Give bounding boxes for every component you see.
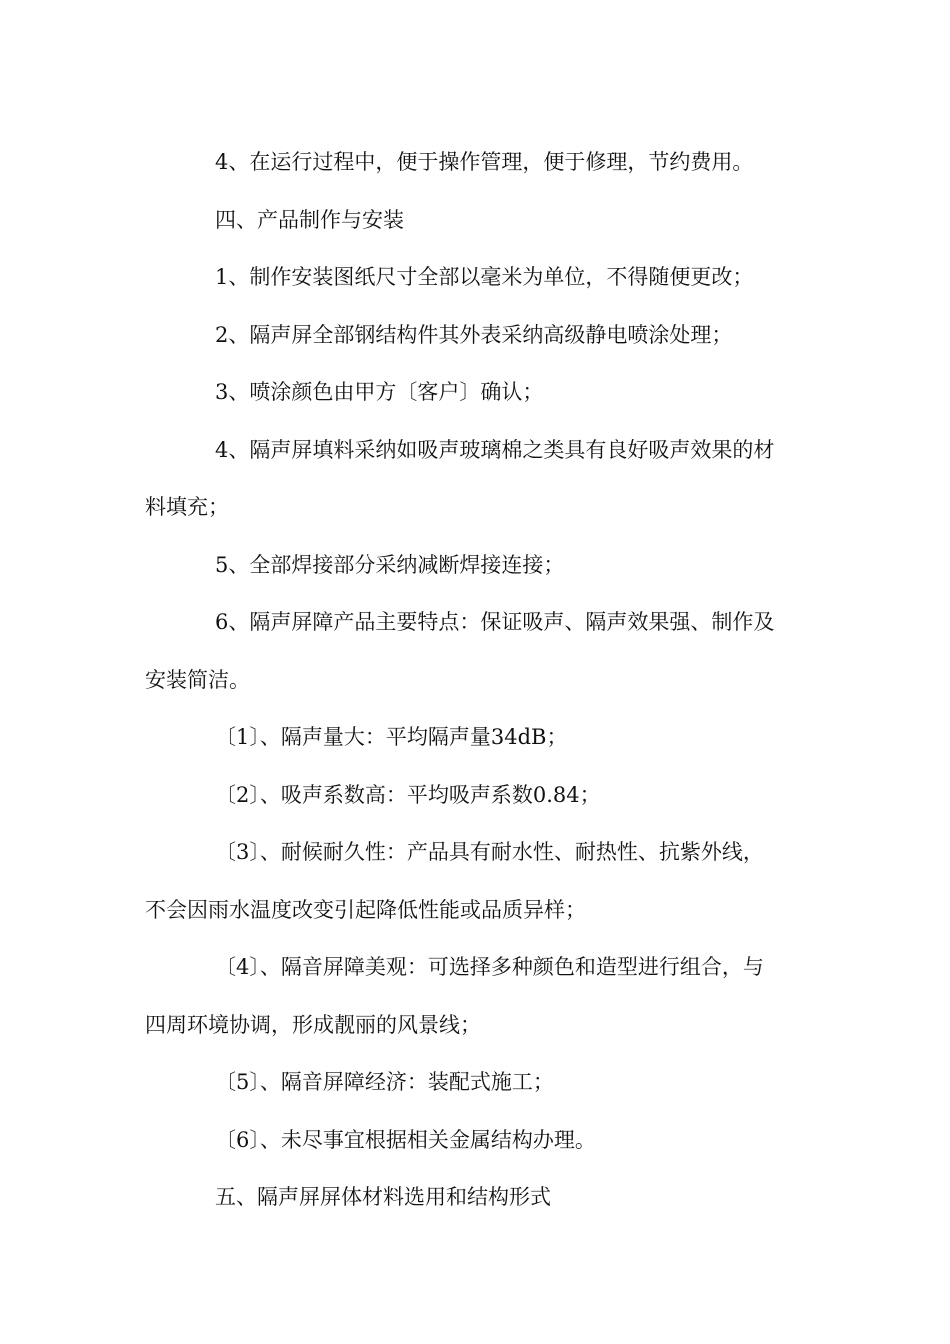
paragraph-continuation: 安装简洁。	[145, 667, 250, 692]
list-item: 〔1〕、隔声量大：平均隔声量34dB；	[215, 725, 568, 749]
section-heading: 四、产品制作与安装	[215, 207, 404, 232]
paragraph-line: 3、喷涂颜色由甲方〔客户〕确认；	[215, 380, 544, 404]
paragraph-line: 2、隔声屏全部钢结构件其外表采纳高级静电喷涂处理；	[215, 322, 733, 347]
paragraph-line: 6、隔声屏障产品主要特点：保证吸声、隔声效果强、制作及	[215, 610, 775, 634]
list-item-continuation: 四周环境协调，形成靓丽的风景线；	[145, 1012, 481, 1037]
paragraph-line: 1、制作安装图纸尺寸全部以毫米为单位，不得随便更改；	[215, 265, 754, 289]
paragraph-line: 4、隔声屏填料采纳如吸声玻璃棉之类具有良好吸声效果的材	[215, 437, 775, 462]
paragraph-line: 5、全部焊接部分采纳减断焊接连接；	[215, 552, 565, 577]
list-item: 〔5〕、隔音屏障经济：装配式施工；	[215, 1070, 554, 1094]
document-body	[145, 134, 810, 1227]
list-item: 〔2〕、吸声系数高：平均吸声系数0.84；	[215, 782, 601, 807]
list-item: 〔4〕、隔音屏障美观：可选择多种颜色和造型进行组合，与	[215, 955, 764, 979]
list-item: 〔6〕、未尽事宜根据相关金属结构办理。	[215, 1127, 596, 1152]
list-item: 〔3〕、耐候耐久性：产品具有耐水性、耐热性、抗紫外线，	[215, 840, 764, 864]
paragraph-continuation: 料填充；	[145, 495, 229, 519]
list-item-continuation: 不会因雨水温度改变引起降低性能或品质异样；	[145, 897, 586, 922]
section-heading: 五、隔声屏屏体材料选用和结构形式	[215, 1185, 551, 1209]
paragraph-line: 4、在运行过程中，便于操作管理，便于修理，节约费用。	[215, 150, 754, 174]
